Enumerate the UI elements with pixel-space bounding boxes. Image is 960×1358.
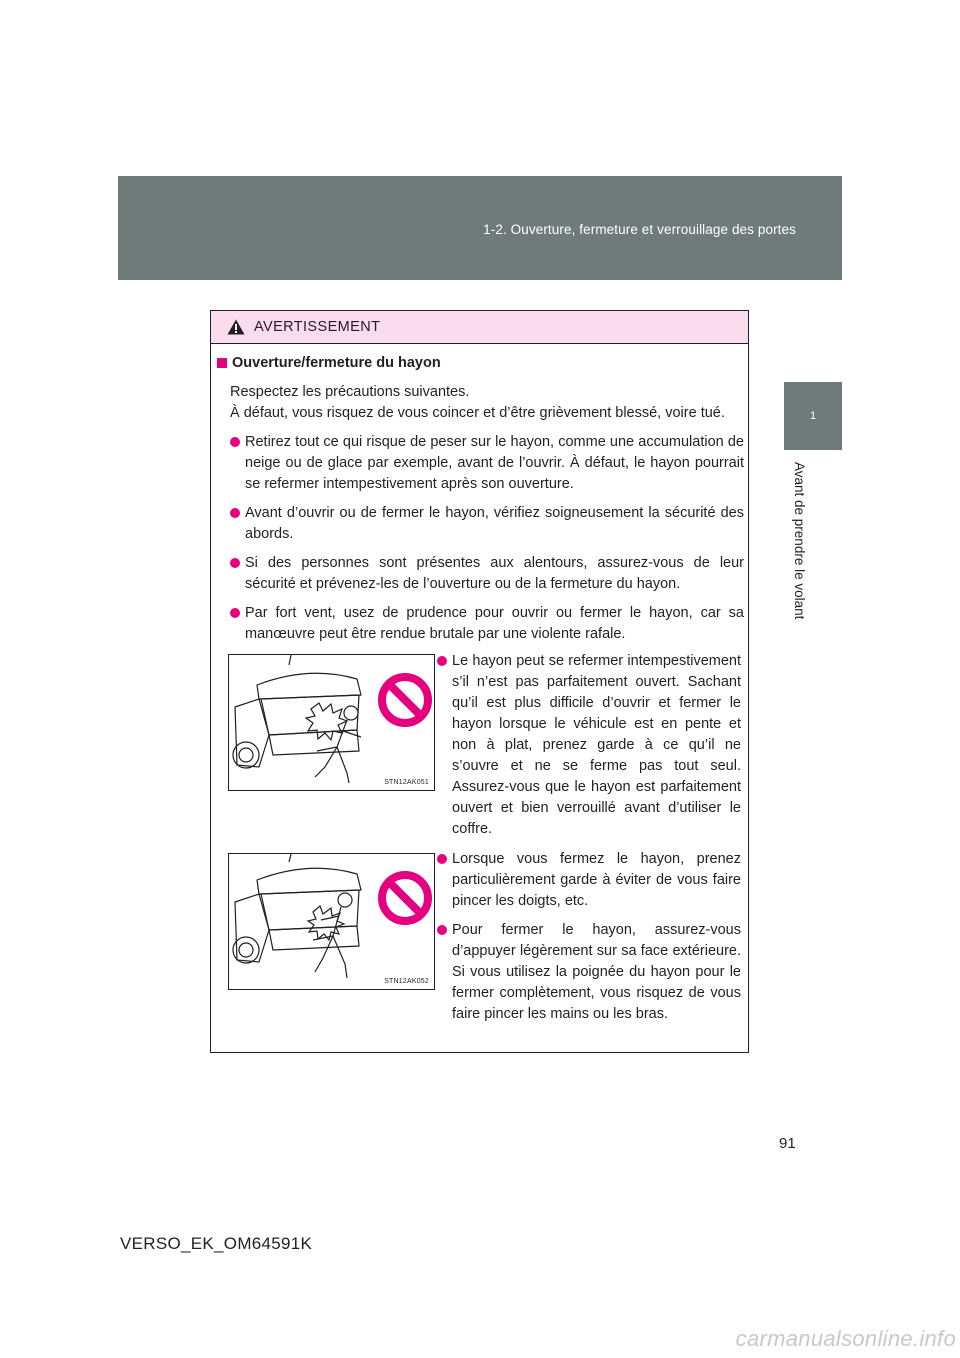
car-tailgate-illustration <box>229 854 434 989</box>
prohibition-icon <box>382 677 428 723</box>
header-band <box>118 176 842 280</box>
prohibition-icon <box>382 875 428 921</box>
bullet-text: Lorsque vous fermez le hayon, prenez particulièrement garde à éviter de vous faire pincer les doigts, etc. <box>452 851 741 909</box>
bullet-text: Le hayon peut se refermer intempestivement s’il n’est pas parfaitement ouvert. Sachant qu’il est plus difficile d’ouvrir et fermer le hayon lorsque le véhicule est en pente et non à plat, prenez garde à ce qu’il ne s’ouvre et ne se ferme pas tout seul. Assurez-vous que le hayon est parfaitement ouvert et bien verrouillé avant d’utiliser le coffre. <box>452 653 741 837</box>
intro-line-2: À défaut, vous risquez de vous coincer et d’être grièvement blessé, voire tué. <box>230 405 725 421</box>
watermark: carmanualsonline.info <box>735 1326 956 1351</box>
page-number: 91 <box>779 1135 796 1152</box>
chapter-tab <box>784 382 842 450</box>
warning-box <box>210 310 749 1053</box>
bullet-dot-icon <box>230 558 240 568</box>
chapter-number: 1 <box>809 410 817 422</box>
illustration-tailgate-falling <box>228 654 435 791</box>
list-item <box>437 920 741 1025</box>
illustration-code: STN12AK052 <box>384 978 429 985</box>
section-heading <box>217 353 744 374</box>
car-tailgate-illustration <box>229 655 434 790</box>
warning-header <box>211 311 748 344</box>
bullet-dot-icon <box>230 508 240 518</box>
list-item <box>217 603 744 645</box>
bullet-dot-icon <box>437 925 447 935</box>
list-item <box>217 432 744 495</box>
bullet-dot-icon <box>230 608 240 618</box>
intro-text <box>217 382 744 424</box>
illustration-2-notes <box>437 849 741 1025</box>
list-item <box>437 849 741 912</box>
bullet-dot-icon <box>437 854 447 864</box>
illustration-tailgate-pinch <box>228 853 435 990</box>
bullet-text: Par fort vent, usez de prudence pour ouvrir ou fermer le hayon, car sa manœuvre peut être rendue brutale par une violente rafale. <box>245 605 744 642</box>
bullet-text: Si des personnes sont présentes aux alentours, assurez-vous de leur sécurité et prévenez-les de l’ouverture ou de la fermeture du hayon. <box>245 555 744 592</box>
illustration-1-notes <box>437 651 741 840</box>
list-item <box>217 503 744 545</box>
bullet-dot-icon <box>230 437 240 447</box>
square-bullet-icon <box>217 358 227 368</box>
bullet-text: Retirez tout ce qui risque de peser sur le hayon, comme une accumulation de neige ou de glace par exemple, avant de l’ouvrir. À défaut, le hayon pourrait se refermer intempestivement après son ouverture. <box>245 434 744 492</box>
section-heading-text: Ouverture/fermeture du hayon <box>232 355 441 371</box>
bullet-dot-icon <box>437 656 447 666</box>
intro-line-1: Respectez les précautions suivantes. <box>230 384 470 400</box>
warning-content <box>217 351 744 645</box>
warning-title: AVERTISSEMENT <box>254 319 381 335</box>
chapter-label <box>793 462 807 652</box>
warning-triangle-icon <box>227 319 245 335</box>
document-code: VERSO_EK_OM64591K <box>120 1234 313 1253</box>
illustration-code: STN12AK051 <box>384 779 429 786</box>
chapter-label-text: Avant de prendre le volant <box>792 462 807 620</box>
bullet-text: Pour fermer le hayon, assurez-vous d’appuyer légèrement sur sa face extérieure. Si vous utilisez la poignée du hayon pour le fermer complètement, vous risquez de vous faire pincer les mains ou les bras. <box>452 922 741 1022</box>
list-item <box>217 553 744 595</box>
section-title: 1-2. Ouverture, fermeture et verrouillage des portes <box>483 222 796 237</box>
list-item <box>437 651 741 840</box>
bullet-text: Avant d’ouvrir ou de fermer le hayon, vérifiez soigneusement la sécurité des abords. <box>245 505 744 542</box>
